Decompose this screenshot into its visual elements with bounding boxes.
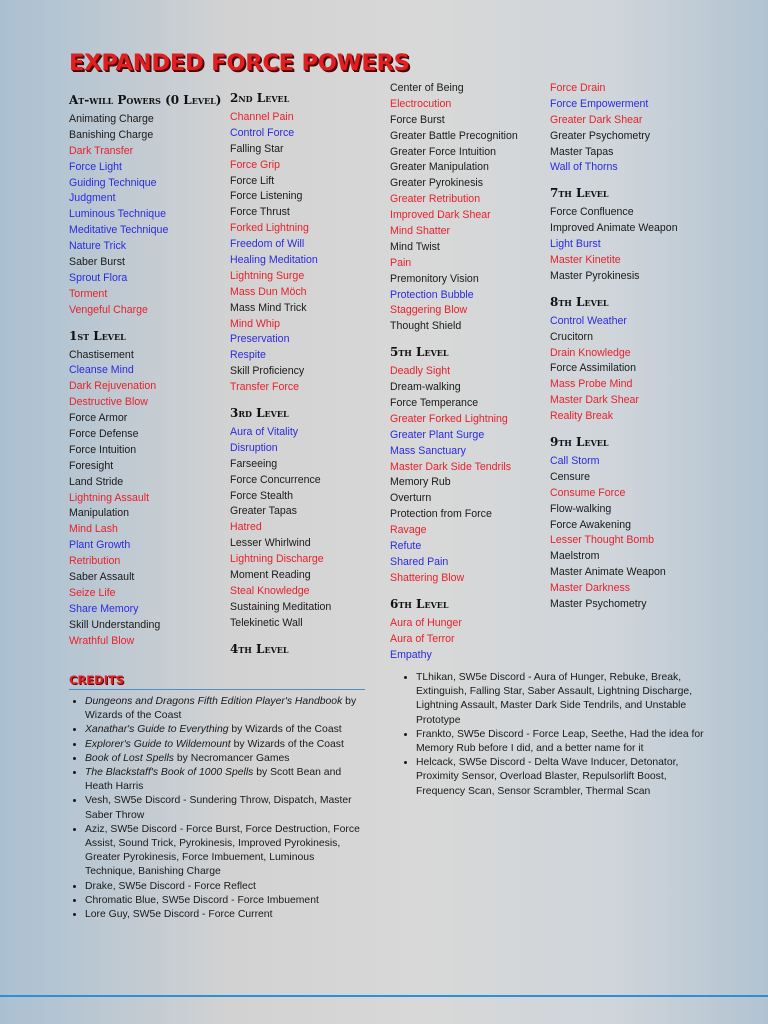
power-item: Meditative Technique bbox=[69, 224, 169, 237]
level-heading-2nd-level: 2nd Level bbox=[230, 91, 290, 105]
power-list bbox=[69, 112, 229, 319]
power-item: Cleanse Mind bbox=[69, 364, 134, 377]
power-item: Land Stride bbox=[69, 475, 124, 488]
power-item: Lesser Whirlwind bbox=[230, 537, 311, 550]
power-item: Master Pyrokinesis bbox=[550, 269, 640, 282]
power-item: Freedom of Will bbox=[230, 238, 305, 251]
power-item: Healing Meditation bbox=[230, 254, 318, 267]
power-item: Premonitory Vision bbox=[390, 272, 479, 285]
credit-item bbox=[85, 794, 367, 822]
credit-source-title: Book of Lost Spells bbox=[85, 752, 174, 764]
level-heading-5th-level: 5th Level bbox=[390, 345, 449, 360]
power-item: Greater Plant Surge bbox=[390, 428, 485, 441]
power-item: Animating Charge bbox=[69, 113, 154, 125]
level-heading-6th-level: 6th Level bbox=[390, 596, 449, 611]
power-item: Reality Break bbox=[550, 410, 613, 423]
power-item: Dark Transfer bbox=[69, 144, 134, 157]
credit-source-title: The Blackstaff's Book of 1000 Spells bbox=[85, 767, 254, 779]
footer-rule bbox=[0, 995, 768, 997]
power-item: Lightning Surge bbox=[230, 269, 305, 282]
power-item: Seize Life bbox=[69, 586, 116, 599]
power-list bbox=[230, 425, 390, 632]
power-item: Force Concurrence bbox=[230, 473, 321, 486]
power-item: Improved Dark Shear bbox=[390, 209, 491, 222]
power-item: Farseeing bbox=[230, 457, 278, 470]
power-item: Disruption bbox=[230, 441, 278, 454]
power-item: Guiding Technique bbox=[69, 176, 157, 189]
power-item: Force Grip bbox=[230, 158, 281, 171]
credit-item bbox=[416, 756, 716, 799]
power-list bbox=[230, 110, 390, 396]
credits-list-left bbox=[69, 695, 367, 922]
credit-item bbox=[85, 738, 367, 752]
power-item: Force Empowerment bbox=[550, 97, 649, 110]
credits-heading: CREDITS bbox=[69, 673, 125, 687]
credit-item bbox=[85, 880, 367, 894]
level-heading-3rd-level: 3rd Level bbox=[230, 406, 289, 421]
credit-text: Drake, SW5e Discord - Force Reflect bbox=[85, 880, 256, 892]
power-list bbox=[390, 616, 550, 664]
credit-source-title: Dungeons and Dragons Fifth Edition Player's Handbook bbox=[85, 696, 343, 707]
power-item: Force Defense bbox=[69, 428, 139, 441]
power-item: Manipulation bbox=[69, 507, 130, 520]
power-item: Vengeful Charge bbox=[69, 303, 148, 316]
level-heading-at-will-powers-0-level: At-will Powers (0 Level) bbox=[69, 93, 222, 107]
power-item: Protection from Force bbox=[390, 508, 492, 521]
power-item: Saber Burst bbox=[69, 256, 125, 269]
credit-text: by Necromancer Games bbox=[173, 752, 290, 764]
power-item: Master Animate Weapon bbox=[550, 566, 666, 579]
power-item: Share Memory bbox=[69, 602, 139, 615]
power-item: Plant Growth bbox=[69, 539, 131, 552]
power-item: Force Light bbox=[69, 160, 122, 173]
credit-item bbox=[85, 723, 367, 737]
credit-text: Aziz, SW5e Discord - Force Burst, Force Destruction, Force Assist, Sound Trick, Pyrokinesis, Improved Pyrokinesis, Greater Pyrokinesis, Force Imbuement, Luminous Technique, Banishing Charge bbox=[85, 823, 360, 878]
power-item: Light Burst bbox=[550, 238, 601, 251]
power-item: Telekinetic Wall bbox=[230, 616, 303, 629]
power-list bbox=[69, 348, 229, 650]
power-item: Drain Knowledge bbox=[550, 346, 631, 359]
power-item: Steal Knowledge bbox=[230, 584, 310, 597]
power-item: Hatred bbox=[230, 521, 262, 534]
credit-item bbox=[85, 894, 367, 908]
power-list bbox=[390, 364, 550, 586]
power-item: Transfer Force bbox=[230, 381, 300, 394]
power-item: Force Thrust bbox=[230, 206, 290, 219]
power-item: Force Stealth bbox=[230, 489, 294, 502]
power-item: Retribution bbox=[69, 555, 121, 568]
power-item: Deadly Sight bbox=[390, 365, 451, 378]
power-list bbox=[550, 205, 710, 284]
power-item: Master Darkness bbox=[550, 582, 631, 595]
power-item: Skill Understanding bbox=[69, 618, 161, 631]
credit-text: Vesh, SW5e Discord - Sundering Throw, Dispatch, Master Saber Throw bbox=[85, 795, 352, 821]
power-item: Thought Shield bbox=[390, 320, 462, 333]
power-item: Mass Probe Mind bbox=[550, 378, 633, 391]
power-item: Aura of Vitality bbox=[230, 426, 299, 439]
power-item: Sprout Flora bbox=[69, 271, 128, 284]
credit-text: TLhikan, SW5e Discord - Aura of Hunger, Rebuke, Break, Extinguish, Falling Star, Saber Assault, Lightning Discharge, Lightning Assault, Master Dark Side Tendrils, and Unstable Prototype bbox=[416, 672, 693, 726]
powers-column-2 bbox=[230, 90, 390, 658]
power-item: Refute bbox=[390, 540, 422, 553]
power-item: Greater Dark Shear bbox=[550, 113, 643, 126]
power-item: Staggering Blow bbox=[390, 304, 468, 317]
power-item: Ravage bbox=[390, 524, 427, 537]
power-item: Consume Force bbox=[550, 486, 626, 499]
level-heading-4th-level: 4th Level bbox=[230, 641, 289, 656]
power-item: Force Drain bbox=[550, 82, 606, 94]
power-item: Empathy bbox=[390, 648, 432, 661]
power-list bbox=[550, 81, 710, 176]
power-item: Mind Lash bbox=[69, 523, 118, 536]
credits-list-right bbox=[400, 671, 716, 799]
power-item: Censure bbox=[550, 470, 591, 483]
power-item: Lightning Assault bbox=[69, 491, 150, 504]
power-item: Overturn bbox=[390, 492, 432, 505]
power-item: Master Dark Shear bbox=[550, 394, 639, 407]
credit-text: Frankto, SW5e Discord - Force Leap, Seethe, Had the idea for Memory Rub before I did, and a better name for it bbox=[416, 728, 704, 755]
page-title: EXPANDED FORCE POWERS bbox=[69, 50, 410, 76]
power-item: Maelstrom bbox=[550, 550, 600, 563]
power-item: Sustaining Meditation bbox=[230, 600, 332, 613]
power-item: Mind Shatter bbox=[390, 225, 451, 238]
power-item: Shared Pain bbox=[390, 555, 449, 568]
power-item: Greater Forked Lightning bbox=[390, 412, 508, 425]
level-heading-8th-level: 8th Level bbox=[550, 294, 609, 309]
power-item: Channel Pain bbox=[230, 111, 294, 123]
credit-item bbox=[85, 695, 367, 723]
powers-column-4 bbox=[550, 81, 710, 613]
power-item: Foresight bbox=[69, 459, 114, 472]
power-item: Flow-walking bbox=[550, 502, 612, 515]
power-item: Master Psychometry bbox=[550, 598, 647, 611]
power-item: Greater Tapas bbox=[230, 505, 297, 518]
power-item: Master Tapas bbox=[550, 145, 614, 158]
credit-text: by Wizards of the Coast bbox=[228, 724, 342, 736]
power-list bbox=[390, 81, 550, 335]
power-item: Center of Being bbox=[390, 82, 464, 94]
power-item: Force Listening bbox=[230, 190, 303, 203]
credit-text: by Scott Bean and Heath Harris bbox=[85, 767, 342, 793]
power-item: Aura of Terror bbox=[390, 632, 455, 645]
power-list bbox=[550, 314, 710, 425]
power-item: Luminous Technique bbox=[69, 208, 166, 221]
power-item: Mass Sanctuary bbox=[390, 444, 466, 457]
credit-item bbox=[416, 671, 716, 728]
level-heading-9th-level: 9th Level bbox=[550, 435, 609, 450]
power-item: Dream-walking bbox=[390, 381, 461, 394]
power-item: Aura of Hunger bbox=[390, 616, 462, 629]
power-item: Moment Reading bbox=[230, 569, 311, 582]
credit-text: by Wizards of the Coast bbox=[230, 738, 344, 750]
power-item: Mind Whip bbox=[230, 317, 281, 330]
power-item: Force Confluence bbox=[550, 206, 634, 219]
power-item: Greater Battle Precognition bbox=[390, 129, 518, 142]
power-item: Greater Psychometry bbox=[550, 129, 651, 142]
power-item: Saber Assault bbox=[69, 571, 135, 584]
credits-divider bbox=[69, 689, 365, 690]
power-item: Control Force bbox=[230, 126, 295, 139]
power-item: Greater Manipulation bbox=[390, 161, 489, 174]
power-item: Banishing Charge bbox=[69, 128, 154, 141]
power-item: Lesser Thought Bomb bbox=[550, 534, 655, 547]
power-list bbox=[550, 454, 710, 613]
powers-column-1 bbox=[69, 90, 229, 650]
credit-item bbox=[85, 752, 367, 766]
level-heading-1st-level: 1st Level bbox=[69, 328, 126, 343]
power-item: Force Intuition bbox=[69, 443, 137, 456]
credit-item bbox=[85, 823, 367, 880]
power-item: Crucitorn bbox=[550, 330, 593, 343]
power-item: Shattering Blow bbox=[390, 571, 465, 584]
powers-column-3 bbox=[390, 81, 550, 663]
power-item: Mind Twist bbox=[390, 240, 440, 253]
power-item: Greater Retribution bbox=[390, 193, 481, 206]
power-item: Preservation bbox=[230, 333, 290, 346]
power-item: Greater Force Intuition bbox=[390, 145, 496, 158]
credit-item bbox=[85, 766, 367, 794]
power-item: Master Dark Side Tendrils bbox=[390, 460, 512, 473]
credit-text: Helcack, SW5e Discord - Delta Wave Inducer, Detonator, Proximity Sensor, Overload Blaster, Repulsorlift Boost, Frequency Scan, Sensor Scrambler, Thermal Scan bbox=[416, 757, 679, 797]
credit-text: by Wizards of the Coast bbox=[85, 696, 357, 722]
credit-item bbox=[85, 908, 367, 922]
power-item: Greater Pyrokinesis bbox=[390, 177, 484, 190]
power-item: Force Assimilation bbox=[550, 362, 636, 375]
power-item: Respite bbox=[230, 349, 266, 362]
power-item: Judgment bbox=[69, 192, 116, 205]
credit-item bbox=[416, 728, 716, 756]
credit-text: Lore Guy, SW5e Discord - Force Current bbox=[85, 909, 273, 921]
power-item: Wrathful Blow bbox=[69, 634, 135, 647]
power-item: Destructive Blow bbox=[69, 396, 148, 409]
power-item: Chastisement bbox=[69, 348, 134, 361]
power-item: Skill Proficiency bbox=[230, 365, 305, 378]
power-item: Force Lift bbox=[230, 174, 275, 187]
power-item: Force Burst bbox=[390, 113, 445, 126]
power-item: Force Armor bbox=[69, 412, 128, 425]
power-item: Forked Lightning bbox=[230, 222, 309, 235]
power-item: Torment bbox=[69, 287, 108, 300]
credit-source-title: Xanathar's Guide to Everything bbox=[85, 724, 229, 736]
power-item: Mass Mind Trick bbox=[230, 301, 307, 314]
credit-text: Chromatic Blue, SW5e Discord - Force Imbuement bbox=[85, 894, 319, 906]
power-item: Call Storm bbox=[550, 455, 600, 468]
power-item: Mass Dun Möch bbox=[230, 285, 307, 298]
power-item: Force Temperance bbox=[390, 397, 479, 410]
power-item: Master Kinetite bbox=[550, 254, 621, 267]
power-item: Memory Rub bbox=[390, 476, 451, 489]
power-item: Lightning Discharge bbox=[230, 553, 324, 566]
power-item: Improved Animate Weapon bbox=[550, 222, 678, 235]
power-item: Force Awakening bbox=[550, 518, 632, 531]
power-item: Falling Star bbox=[230, 142, 284, 155]
power-item: Control Weather bbox=[550, 314, 627, 327]
power-item: Dark Rejuvenation bbox=[69, 380, 157, 393]
power-item: Pain bbox=[390, 256, 412, 269]
credit-source-title: Explorer's Guide to Wildemount bbox=[85, 738, 231, 750]
power-item: Protection Bubble bbox=[390, 288, 474, 301]
power-item: Nature Trick bbox=[69, 240, 127, 253]
level-heading-7th-level: 7th Level bbox=[550, 186, 609, 201]
power-item: Electrocution bbox=[390, 97, 452, 110]
power-item: Wall of Thorns bbox=[550, 161, 618, 174]
